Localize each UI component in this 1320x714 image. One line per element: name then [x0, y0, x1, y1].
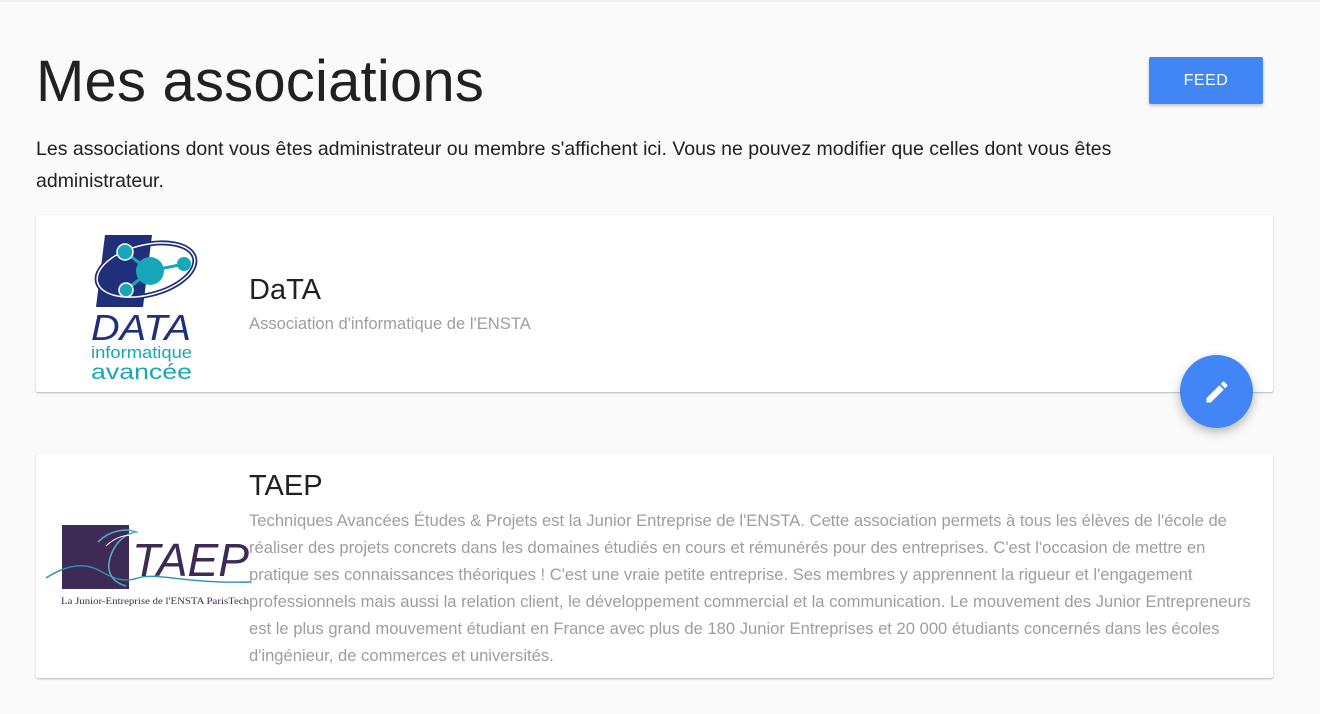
taep-logo-wordmark: TAEP: [132, 534, 250, 586]
association-name[interactable]: DaTA: [249, 274, 321, 306]
edit-button[interactable]: [1180, 355, 1253, 428]
association-card-data[interactable]: [36, 215, 1273, 392]
association-description: Techniques Avancées Études & Projets est la Junior Entreprise de l'ENSTA. Cette association permets à tous les élèves de l'école de réaliser des projets concrets dans les domaines étudiés en cours et rémunérés pour des entreprises. C'est l'occasion de mettre en pratique ses connaissances théoriques ! C'est une vraie petite entreprise. Ses membres y apprennent la rigueur et l'engagement professionnels mais aussi la relation client, le développement commercial et la communication. Le mouvement des Junior Entrepreneurs est le plus grand mouvement étudiant en France avec plus de 180 Junior Entreprises et 20 000 étudiants concernés dans les écoles d'ingénieur, de commerces et universités.: [249, 511, 1251, 665]
taep-logo: [46, 522, 251, 612]
association-name[interactable]: TAEP: [249, 470, 323, 502]
feed-button[interactable]: FEED: [1149, 57, 1263, 104]
taep-logo-tagline: La Junior-Entreprise de l'ENSTA ParisTech: [61, 597, 250, 607]
data-logo-wordmark: DATA: [91, 307, 191, 348]
top-border: [0, 0, 1320, 2]
data-logo-line3: avancée: [91, 361, 192, 383]
association-card-taep[interactable]: [36, 454, 1273, 678]
pencil-icon: [1203, 378, 1231, 406]
data-logo: [88, 233, 200, 383]
association-description: Association d'informatique de l'ENSTA: [249, 314, 531, 333]
page-intro: Les associations dont vous êtes administrateur ou membre s'affichent ici. Vous ne pouvez modifier que celles dont vous êtes administrateur.: [36, 138, 1112, 192]
data-logo-line2: informatique: [91, 343, 192, 362]
page-title: Mes associations: [36, 49, 485, 114]
